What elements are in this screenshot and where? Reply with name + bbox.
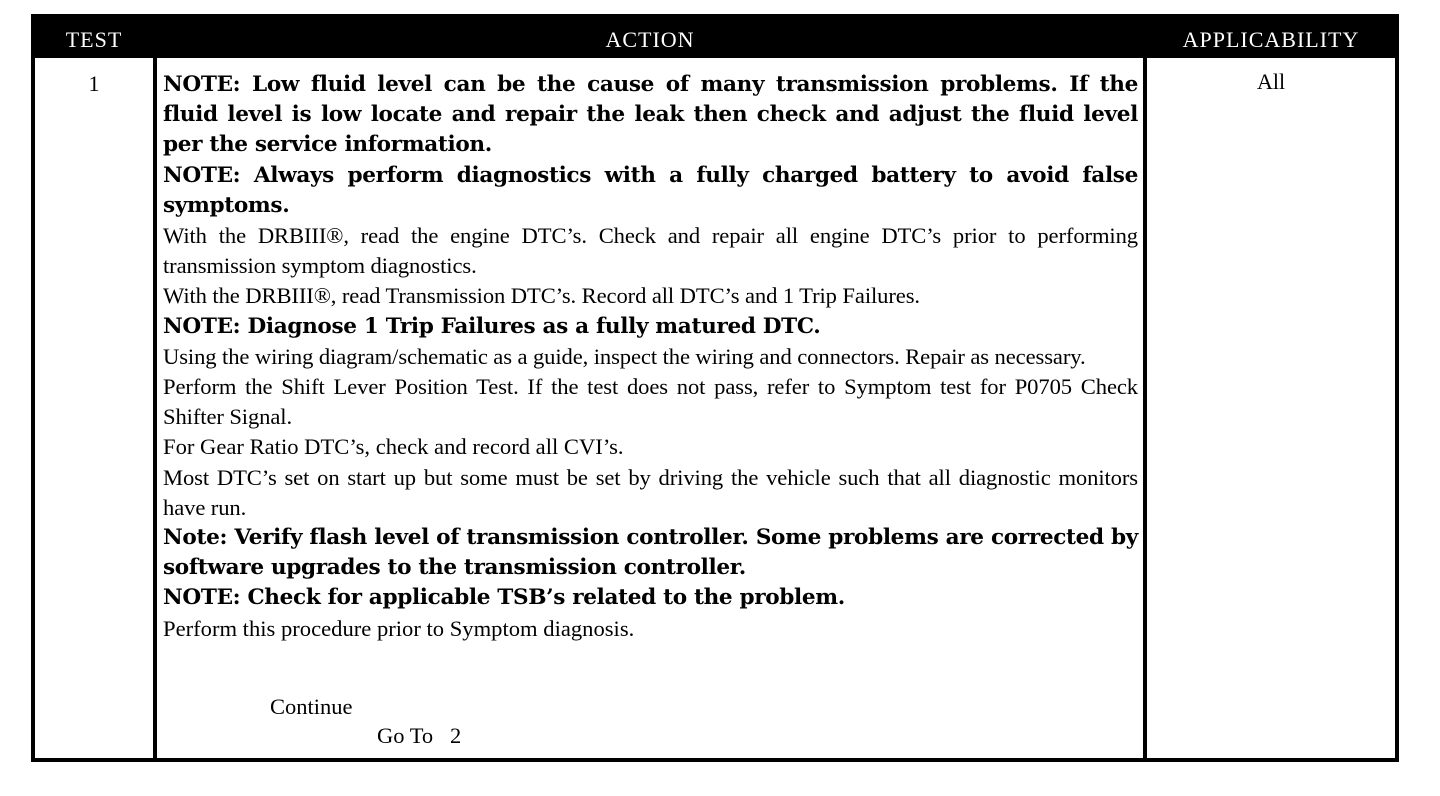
- action-paragraph: With the DRBIII®, read Transmission DTC’s. Record all DTC’s and 1 Trip Failures.: [163, 283, 920, 309]
- action-paragraph: NOTE: Diagnose 1 Trip Failures as a fully matured DTC.: [163, 313, 821, 339]
- action-paragraph: With the DRBIII®, read the engine DTC’s. Check and repair all engine DTC’s prior to performing transmission symptom diagnostics.: [163, 223, 1138, 279]
- column-divider-action: [1143, 58, 1147, 758]
- goto-step-link[interactable]: Go To 2: [377, 723, 462, 748]
- diagnostic-table: [31, 14, 1399, 762]
- action-paragraph: NOTE: Low fluid level can be the cause of many transmission problems. If the fluid level is low locate and repair the leak then check and adjust the fluid level per the service information.: [163, 72, 1138, 158]
- continue-label: Continue: [270, 694, 353, 719]
- column-divider-test: [153, 58, 157, 758]
- action-paragraph: NOTE: Always perform diagnostics with a fully charged battery to avoid false symptoms.: [163, 162, 1138, 218]
- action-paragraph: Perform this procedure prior to Symptom diagnosis.: [163, 615, 635, 641]
- header-applicability: APPLICABILITY: [1182, 27, 1360, 52]
- table-header: [35, 18, 1395, 58]
- action-paragraph: Most DTC’s set on start up but some must be set by driving the vehicle such that all diagnostic monitors have run.: [163, 464, 1138, 520]
- action-text: [163, 70, 1138, 644]
- test-number: 1: [88, 71, 100, 96]
- action-paragraph: NOTE: Check for applicable TSB’s related to the problem.: [163, 585, 845, 611]
- header-test: TEST: [65, 27, 123, 52]
- action-paragraph: Perform the Shift Lever Position Test. If the test does not pass, refer to Symptom test for P0705 Check Shifter Signal.: [163, 374, 1138, 430]
- action-paragraph: Using the wiring diagram/schematic as a guide, inspect the wiring and connectors. Repair as necessary.: [163, 343, 1086, 369]
- applicability-value: All: [1256, 69, 1286, 94]
- header-action: ACTION: [605, 27, 695, 52]
- action-paragraph: For Gear Ratio DTC’s, check and record all CVI’s.: [163, 434, 624, 460]
- action-paragraph: Note: Verify flash level of transmission controller. Some problems are corrected by software upgrades to the transmission controller.: [163, 525, 1138, 581]
